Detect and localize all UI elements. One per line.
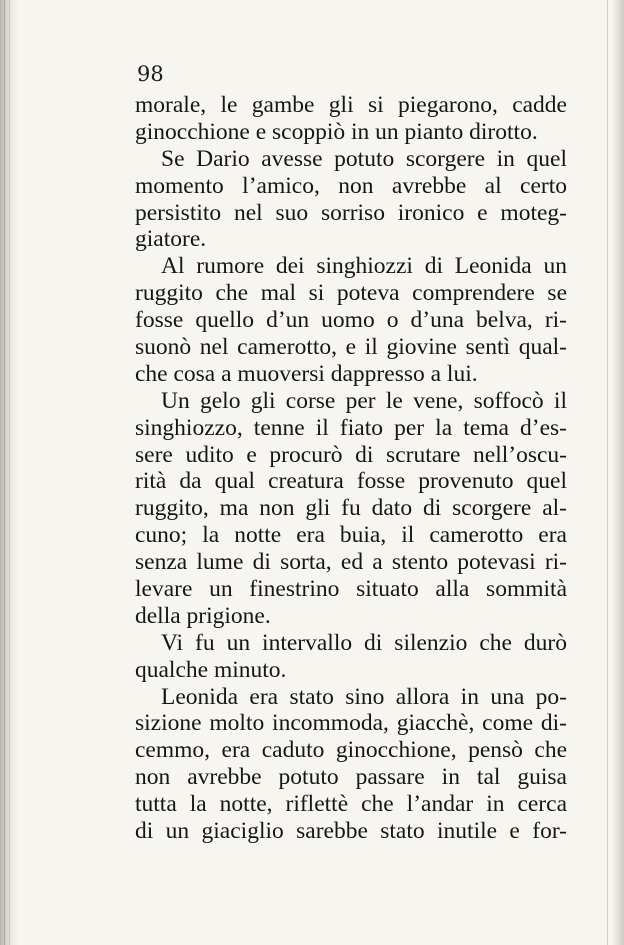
text-line: singhiozzo, tenne il fiato per la tema d’es- <box>135 414 567 441</box>
text-line: di un giaciglio sarebbe stato inutile e for- <box>135 818 567 845</box>
text-line: qualche minuto. <box>135 656 287 683</box>
text-line: persistito nel suo sorriso ironico e moteg- <box>135 199 567 226</box>
text-line: Al rumore dei singhiozzi di Leonida un <box>161 253 567 280</box>
text-line: rità da qual creatura fosse provenuto quel <box>135 468 567 495</box>
text-line: suonò nel camerotto, e il giovine sentì qual- <box>135 334 567 361</box>
text-line: ruggito, ma non gli fu dato di scorgere al- <box>135 495 567 522</box>
text-line: della prigione. <box>135 602 271 629</box>
text-line: momento l’amico, non avrebbe al certo <box>135 172 567 199</box>
body-text <box>135 92 567 845</box>
text-line: sizione molto incommoda, giacchè, come di- <box>135 710 567 737</box>
text-line: Leonida era stato sino allora in una po- <box>161 683 567 710</box>
binding-edge-line-inner <box>9 0 10 945</box>
text-line: Un gelo gli corse per le vene, soffocò il <box>161 387 567 414</box>
text-line: morale, le gambe gli si piegarono, cadde <box>135 92 567 118</box>
text-line: giatore. <box>135 226 207 253</box>
page-number: 98 <box>137 62 164 86</box>
text-line: Se Dario avesse potuto scorgere in quel <box>161 145 567 172</box>
text-line: fosse quello d’un uomo o d’una belva, ri- <box>135 307 567 334</box>
text-line: cuno; la notte era buia, il camerotto era <box>135 522 567 549</box>
text-line: tutta la notte, riflettè che l’andar in cerca <box>135 791 567 818</box>
text-line: Vi fu un intervallo di silenzio che durò <box>161 629 567 656</box>
text-line: che cosa a muoversi dappresso a lui. <box>135 360 478 387</box>
text-line: levare un finestrino situato alla sommità <box>135 576 567 603</box>
text-line: cemmo, era caduto ginocchione, pensò che <box>135 737 567 764</box>
binding-edge-line <box>4 0 5 945</box>
text-line: non avrebbe potuto passare in tal guisa <box>135 764 567 791</box>
page-right-edge-line <box>607 0 608 945</box>
text-line: ruggito che mal si poteva comprendere se <box>135 280 567 307</box>
text-line: senza lume di sorta, ed a stento potevasi ri- <box>135 549 567 576</box>
text-line: sere udito e procurò di scrutare nell’oscu- <box>135 441 567 468</box>
text-line: ginocchione e scoppiò in un pianto dirotto. <box>135 118 538 145</box>
page-right-edge-shadow <box>612 0 624 945</box>
